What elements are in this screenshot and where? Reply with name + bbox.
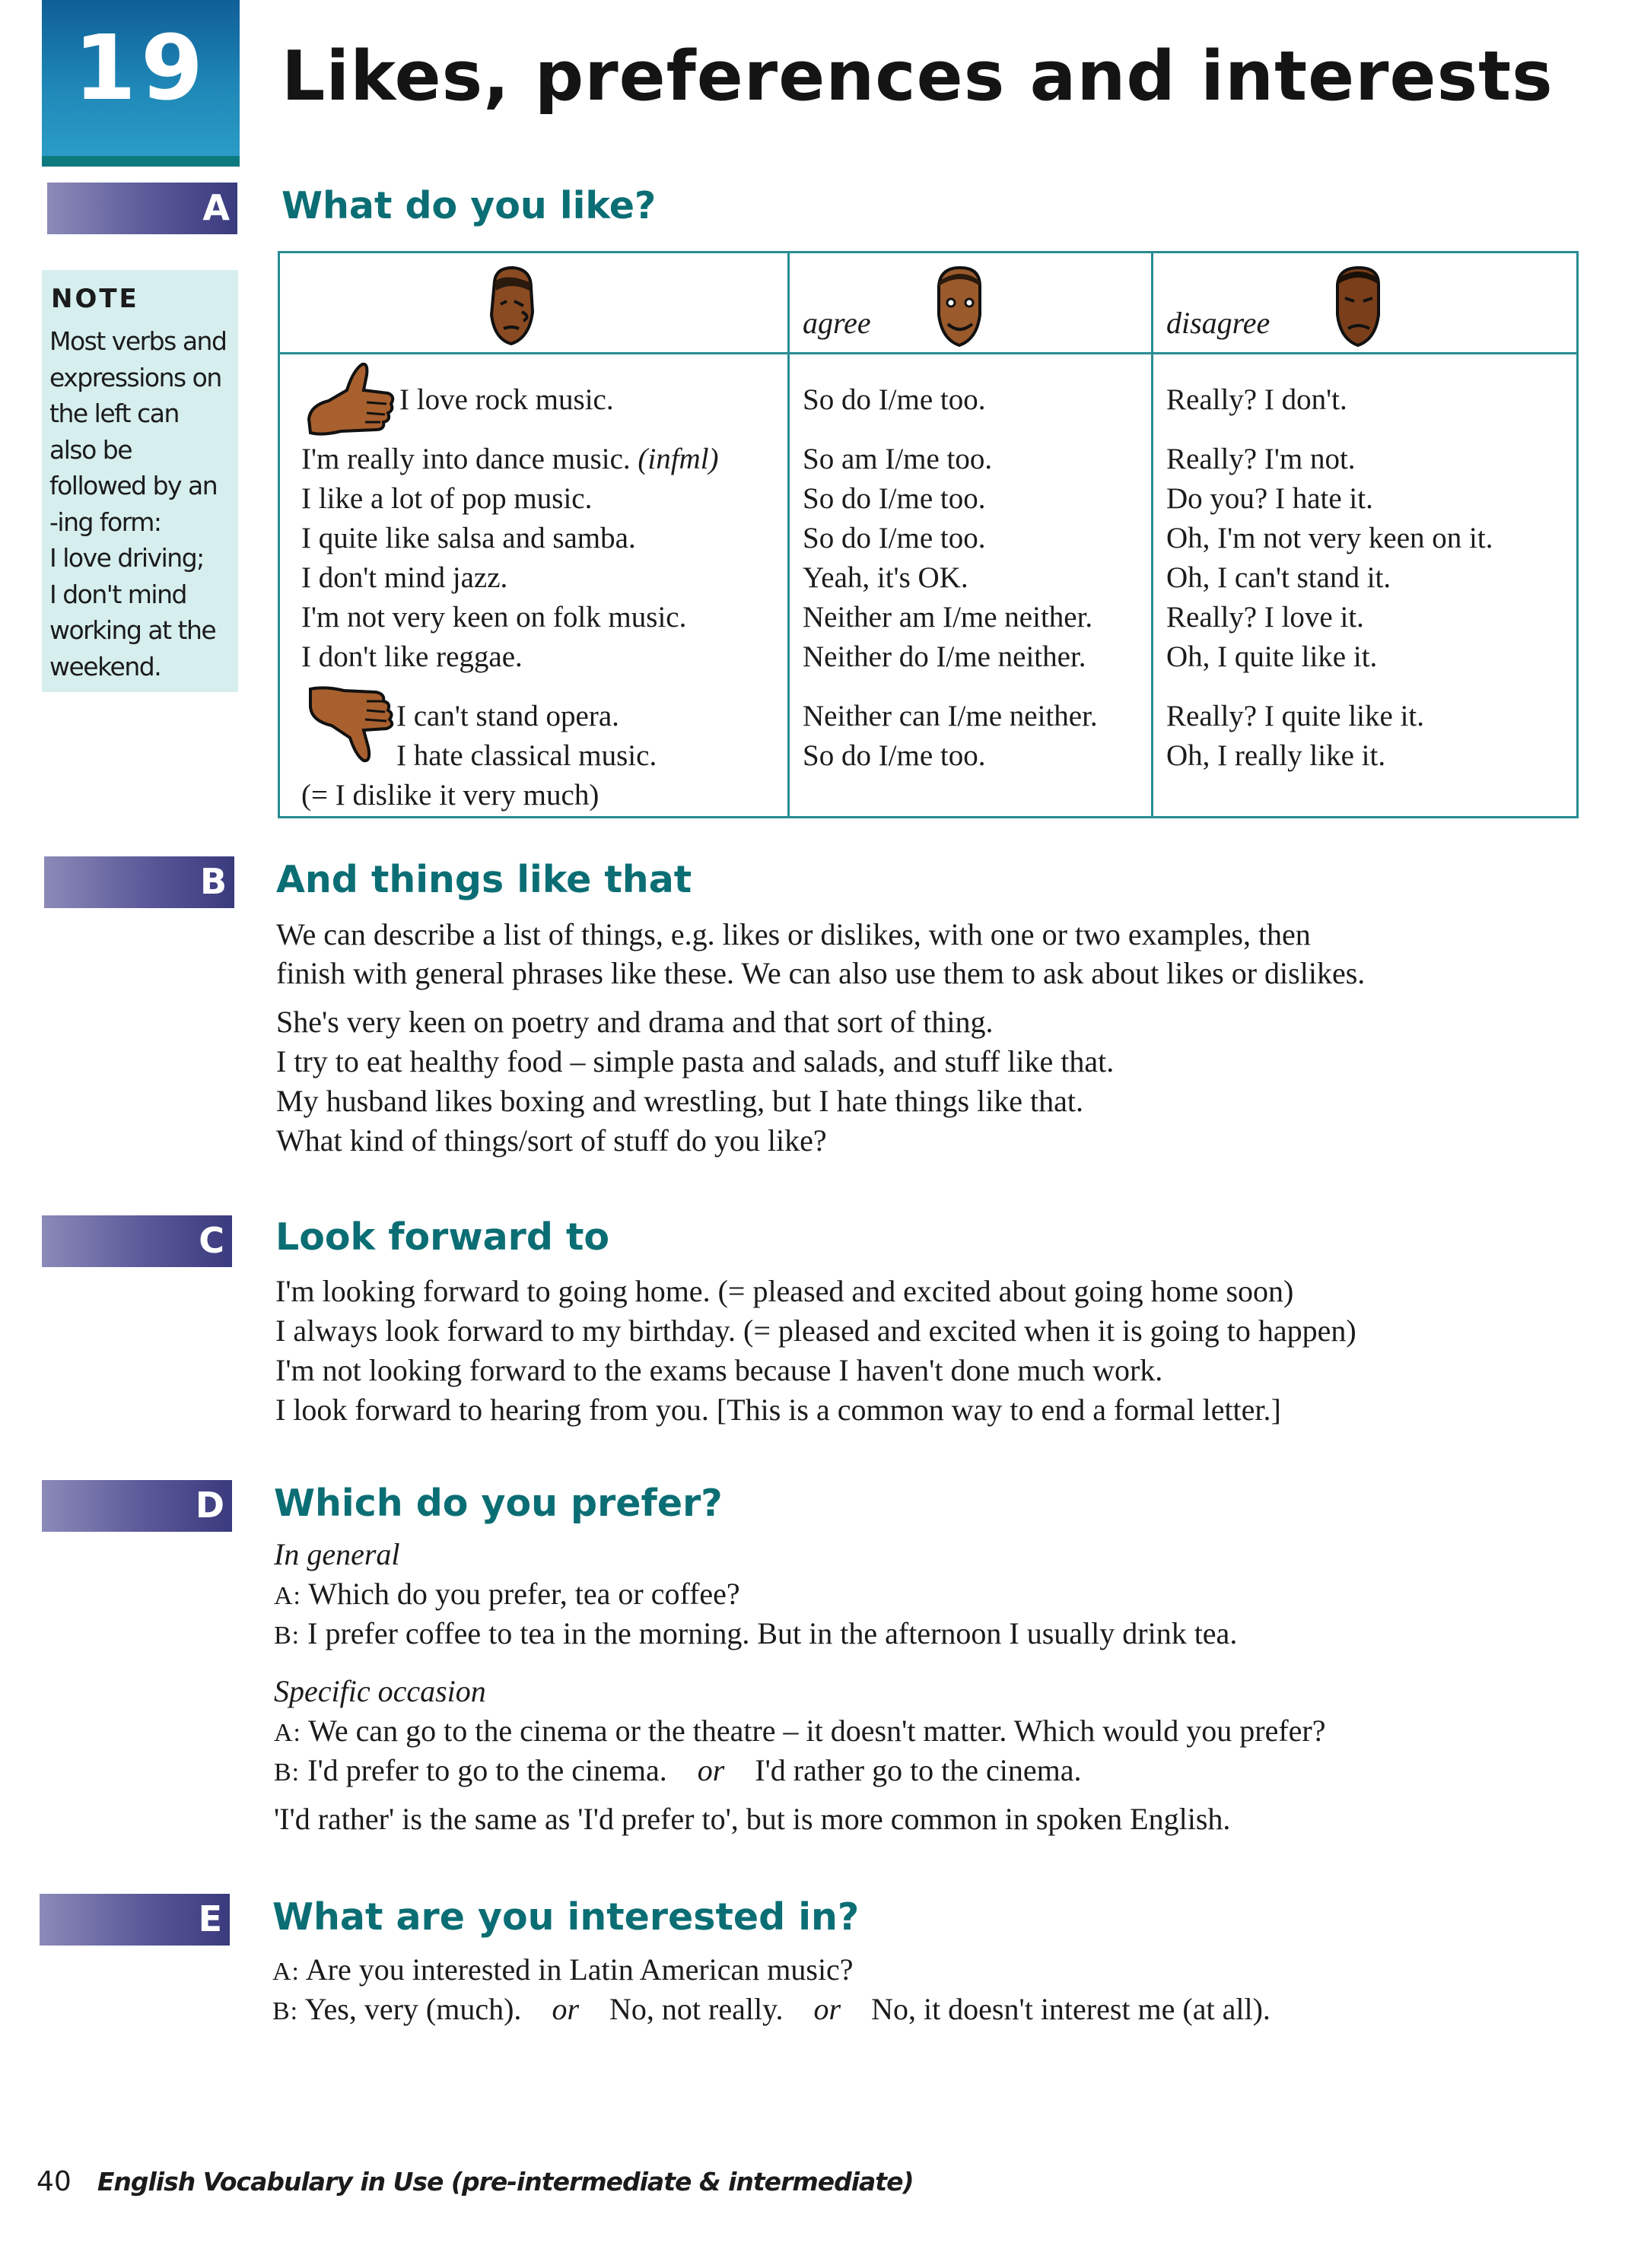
table-row-disagree: Oh, I really like it. — [1166, 739, 1386, 772]
row-statement: I'm really into dance music. — [301, 443, 631, 475]
or-connector: or — [697, 1753, 725, 1787]
table-row-left — [301, 442, 719, 476]
section-c-line: I'm looking forward to going home. (= pleased and excited about going home soon) — [275, 1274, 1294, 1308]
disagreeing-face-icon — [1330, 265, 1386, 350]
dialogue-text: No, not really. — [609, 1992, 784, 2026]
speaker-b: B: — [274, 1758, 301, 1787]
unit-number-block — [42, 0, 240, 167]
page-title: Likes, preferences and interests — [281, 37, 1554, 116]
dialogue-text: I prefer coffee to tea in the morning. But in the afternoon I usually drink tea. — [307, 1616, 1238, 1650]
speaker-a: A: — [274, 1719, 301, 1747]
section-b-intro-line: finish with general phrases like these. We can also use them to ask about likes or dislikes. — [276, 956, 1366, 990]
table-row-disagree: Really? I'm not. — [1166, 443, 1356, 475]
section-letter: C — [199, 1220, 224, 1261]
speaker-b: B: — [272, 1997, 299, 2025]
note-line: followed by an — [49, 471, 218, 500]
note-box — [42, 270, 238, 692]
agreeing-face-icon — [931, 265, 987, 350]
section-tab-e — [40, 1894, 230, 1946]
section-heading-d: Which do you prefer? — [274, 1482, 723, 1525]
table-row-left: I don't mind jazz. — [301, 561, 508, 594]
informal-tag: (infml) — [638, 443, 719, 475]
dialogue-text: Are you interested in Latin American music? — [305, 1952, 854, 1987]
dialogue-text: We can go to the cinema or the theatre – it doesn't matter. Which would you prefer? — [308, 1714, 1326, 1748]
speaker-face-icon — [484, 265, 540, 350]
table-row-disagree: Really? I quite like it. — [1166, 700, 1424, 732]
section-letter: D — [195, 1485, 224, 1526]
section-d-general-label: In general — [274, 1537, 400, 1571]
table-column-divider — [787, 253, 790, 816]
likes-table — [278, 251, 1579, 818]
unit-number: 19 — [73, 15, 208, 120]
table-row-agree: So do I/me too. — [803, 482, 986, 515]
section-d-specific-a — [274, 1713, 1326, 1749]
speaker-a: A: — [274, 1582, 301, 1610]
section-heading-e: What are you interested in? — [272, 1895, 860, 1939]
speaker-b: B: — [274, 1622, 301, 1650]
note-line: weekend. — [49, 651, 161, 681]
table-header-divider — [280, 352, 1576, 354]
table-row-agree: So do I/me too. — [803, 522, 986, 554]
section-heading-c: Look forward to — [275, 1215, 610, 1259]
dialogue-text: Which do you prefer, tea or coffee? — [308, 1577, 740, 1611]
table-row-left: I love rock music. — [399, 383, 614, 416]
dialogue-text: No, it doesn't interest me (at all). — [871, 1992, 1271, 2026]
book-title: English Vocabulary in Use (pre-intermediate & intermediate) — [97, 2167, 914, 2197]
section-e-question — [272, 1952, 854, 1987]
section-letter: E — [198, 1898, 222, 1939]
table-row-agree: So do I/me too. — [803, 739, 986, 772]
section-tab-d — [42, 1480, 232, 1532]
table-column-divider — [1151, 253, 1153, 816]
table-row-left: I'm not very keen on folk music. — [301, 601, 687, 634]
thumbs-down-icon — [303, 683, 398, 767]
table-row-agree: So do I/me too. — [803, 383, 986, 416]
section-c-line: I look forward to hearing from you. [This is a common way to end a formal letter.] — [275, 1393, 1281, 1427]
or-connector: or — [552, 1992, 580, 2026]
table-row-agree: Neither am I/me neither. — [803, 601, 1093, 634]
thumbs-up-icon — [303, 360, 398, 443]
table-row-left: I can't stand opera. — [396, 700, 619, 732]
table-row-agree: Yeah, it's OK. — [803, 561, 968, 594]
dialogue-text: I'd rather go to the cinema. — [755, 1753, 1082, 1787]
section-letter: A — [202, 187, 230, 228]
table-row-disagree: Really? I love it. — [1166, 601, 1364, 634]
table-row-left: I like a lot of pop music. — [301, 482, 593, 515]
note-line: I don't mind — [49, 579, 186, 609]
section-d-specific-b — [274, 1752, 1082, 1788]
table-header-disagree: disagree — [1166, 306, 1271, 340]
table-row-disagree: Oh, I quite like it. — [1166, 640, 1378, 673]
table-row-left: I don't like reggae. — [301, 640, 523, 673]
section-heading-b: And things like that — [276, 858, 692, 901]
section-b-intro-line: We can describe a list of things, e.g. likes or dislikes, with one or two examples, then — [276, 917, 1311, 951]
table-footnote: (= I dislike it very much) — [301, 779, 599, 812]
section-d-specific-label: Specific occasion — [274, 1674, 486, 1708]
or-connector: or — [813, 1992, 841, 2026]
section-d-note: 'I'd rather' is the same as 'I'd prefer to', but is more common in spoken English. — [274, 1802, 1231, 1836]
section-b-example: She's very keen on poetry and drama and that sort of thing. — [276, 1005, 994, 1039]
section-letter: B — [199, 861, 227, 902]
note-text — [49, 323, 236, 685]
note-line: -ing form: — [49, 507, 161, 537]
section-heading-a: What do you like? — [281, 184, 657, 227]
page-number: 40 — [37, 2166, 72, 2197]
note-line: also be — [49, 434, 132, 465]
note-title: NOTE — [51, 284, 139, 314]
dialogue-text: I'd prefer to go to the cinema. — [307, 1753, 667, 1787]
table-row-agree: Neither do I/me neither. — [803, 640, 1086, 673]
section-tab-a — [47, 183, 237, 234]
section-c-line: I'm not looking forward to the exams because I haven't done much work. — [275, 1353, 1163, 1387]
table-row-disagree: Do you? I hate it. — [1166, 482, 1373, 515]
note-line: working at the — [49, 615, 216, 645]
page-footer — [37, 2166, 914, 2197]
note-line: the left can — [49, 399, 179, 428]
table-row-agree: So am I/me too. — [803, 443, 993, 475]
table-row-disagree: Really? I don't. — [1166, 383, 1347, 416]
table-row-left: I quite like salsa and samba. — [301, 522, 636, 554]
section-tab-b — [44, 856, 234, 908]
table-row-agree: Neither can I/me neither. — [803, 700, 1098, 732]
table-row-disagree: Oh, I'm not very keen on it. — [1166, 522, 1493, 554]
section-c-line: I always look forward to my birthday. (= pleased and excited when it is going to happen) — [275, 1313, 1356, 1348]
section-d-general-b — [274, 1615, 1237, 1651]
section-b-example: My husband likes boxing and wrestling, but I hate things like that. — [276, 1084, 1083, 1118]
section-d-general-a — [274, 1576, 740, 1612]
note-line: Most verbs and — [49, 326, 227, 356]
table-header-agree: agree — [803, 306, 871, 340]
dialogue-text: Yes, very (much). — [304, 1992, 522, 2026]
table-row-left: I hate classical music. — [396, 739, 657, 772]
section-b-example: What kind of things/sort of stuff do you like? — [276, 1123, 827, 1158]
section-e-answers — [272, 1991, 1271, 2027]
note-line: I love driving; — [49, 543, 204, 573]
speaker-a: A: — [272, 1958, 300, 1986]
section-b-example: I try to eat healthy food – simple pasta and salads, and stuff like that. — [276, 1044, 1115, 1078]
section-tab-c — [42, 1215, 232, 1267]
note-line: expressions on — [49, 362, 221, 392]
table-row-disagree: Oh, I can't stand it. — [1166, 561, 1391, 594]
